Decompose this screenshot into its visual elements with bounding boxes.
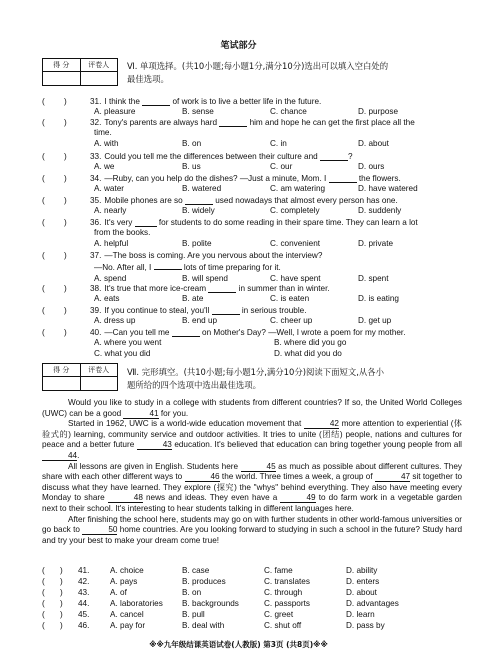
blank-44: 44	[42, 451, 77, 461]
option-a: A. helpful	[94, 238, 129, 248]
option-b: B. watered	[182, 184, 222, 194]
option-c: C. translates	[264, 577, 310, 586]
option-d: D. purpose	[358, 107, 399, 117]
stem-text: Could you tell me the differences between their culture and	[104, 152, 318, 161]
option-d: D. suddenly	[358, 206, 402, 216]
stem-text: It's very	[104, 218, 133, 227]
answer-blank	[320, 152, 348, 161]
question-number: 36.	[90, 218, 102, 227]
section-6-heading-line1: Ⅵ. 单项选择。(共10小题;每小题1分,满分10分)选出可以填入空白处的	[127, 61, 389, 71]
option-d: D. is eating	[358, 294, 399, 304]
option-c: C. am watering	[270, 184, 326, 194]
option-b: B. us	[182, 162, 201, 172]
stem-text: —Can you tell me	[104, 328, 170, 337]
question-number: 32.	[90, 118, 102, 127]
stem-text: the flowers.	[358, 174, 401, 183]
option-a: A. spend	[94, 273, 127, 283]
option-b: B. will spend	[182, 273, 228, 283]
score-label: 得 分	[43, 59, 80, 72]
option-b: B. produces	[182, 577, 226, 586]
question-number: 33.	[90, 152, 102, 161]
option-a: A. laboratories	[110, 599, 163, 608]
question-number: 34.	[90, 174, 102, 183]
option-c: C. our	[270, 162, 293, 172]
option-c: C. through	[264, 588, 303, 597]
stem-text: him and hope he can get the first place all the	[249, 118, 415, 127]
option-d: D. about	[346, 588, 377, 597]
option-d: D. advantages	[346, 599, 399, 608]
question-35: ( ) 35. Mobile phones are so used nowadays that almost every person has one. A. nearly B. widely C. completely D. suddenly	[42, 196, 462, 217]
question-number: 38.	[90, 284, 102, 293]
stem-text: for students to do some reading in their spare time. They can learn a lot	[158, 218, 418, 227]
question-31: ( ) 31. I think the of work is to live a better life in the future. A. pleasure B. sense C. chance D. purpose	[42, 97, 462, 118]
page-footer: ※※九年级结课英语试卷(人教版) 第3页 (共8页)※※	[149, 640, 328, 649]
option-c: C. fame	[264, 566, 293, 575]
answer-row-46: ( ) 46. A. pay for B. deal with C. shut off D. pass by	[42, 621, 462, 631]
grader-label: 评卷人	[81, 59, 118, 72]
answer-row-44: ( ) 44. A. laboratories B. backgrounds C. passports D. advantages	[42, 599, 462, 609]
section-7-heading	[127, 366, 447, 392]
question-number: 31.	[90, 97, 102, 106]
stem-text: Tony's parents are always hard	[104, 118, 217, 127]
option-a: A. eats	[94, 294, 120, 304]
section-7-heading-line1: Ⅶ. 完形填空。(共10小题;每小题1分,满分10分)阅读下面短文,从各小	[127, 367, 385, 377]
option-b: B. backgrounds	[182, 599, 239, 608]
option-a: A. nearly	[94, 206, 127, 216]
option-a: A. cancel	[110, 610, 144, 619]
question-39: ( ) 39. If you continue to steal, you'll in serious trouble. A. dress up B. end up C. cheer up D. get up	[42, 306, 462, 327]
option-d: D. what did you do	[274, 348, 342, 358]
blank-41: 41	[123, 409, 158, 419]
stem-text: of work is to live a better life in the future.	[172, 97, 322, 106]
stem-continuation	[42, 261, 462, 273]
stem-text: If you continue to steal, you'll	[104, 306, 210, 315]
section-7-heading-line2: 题所给的四个选项中选出最佳选项。	[127, 380, 261, 390]
stem-text: —The boss is coming. Are you nervous about the interview?	[104, 251, 323, 260]
question-36: ( ) 36. It's very for students to do some reading in their spare time. They can learn a lot from the books. A. helpful B. polite C. convenient D. private	[42, 218, 462, 249]
option-a: A. dress up	[94, 316, 136, 326]
question-number: 46.	[78, 621, 90, 630]
blank-48: 48	[108, 493, 143, 503]
option-c: C. shut off	[264, 621, 302, 630]
question-number: 42.	[78, 577, 90, 586]
option-d: D. enters	[346, 577, 380, 586]
blank-45: 45	[241, 462, 276, 472]
score-box	[42, 58, 118, 86]
stem-continuation: from the books.	[94, 228, 151, 238]
blank-42: 42	[304, 419, 339, 429]
option-c: C. in	[270, 138, 287, 148]
answer-blank	[329, 174, 357, 183]
passage-paragraph-3: All lessons are given in English. Students here 45 as much as possible about different cultures. They share with each other different ways to 46 the world. Three times a week, a group of 47 sit together to discuss what they have learned. They explore (探究) the "whys" behind everything. They also have meeting every Monday to share 48 news and ideas. They even have a 49 to do farm work in a vegetable garden next to their school. It's interesting to hear students talking in different languages here.	[42, 461, 463, 513]
score-label: 得 分	[43, 364, 80, 377]
grader-label: 评卷人	[81, 364, 118, 377]
option-a: A. of	[110, 588, 127, 597]
option-d: D. get up	[358, 316, 392, 326]
passage-paragraph-4: After finishing the school here, students may go on with further students in other world-famous universities or go back to 50 home countries. Are you looking forward to studying in such a school in the future? Study hard and try your best to make your dream come true!	[42, 514, 462, 545]
passage-paragraph-1: Would you like to study in a college with students from different countries? If so, the United World Colleges (UWC) can be a good 41 for you.	[42, 398, 462, 418]
blank-50: 50	[82, 525, 117, 535]
question-number: 35.	[90, 196, 102, 205]
section-6-heading-line2: 最佳选项。	[127, 74, 169, 84]
answer-row-42: ( ) 42. A. pays B. produces C. translates D. enters	[42, 577, 462, 587]
question-number: 45.	[78, 610, 90, 619]
answer-blank	[185, 196, 213, 205]
stem-text: It's true that more ice-cream	[104, 284, 207, 293]
stem-text: lots of time preparing for it.	[183, 263, 281, 273]
answer-blank	[208, 284, 236, 293]
blank-49: 49	[280, 493, 315, 503]
answer-blank	[135, 218, 157, 227]
stem-text: on Mother's Day? —Well, I wrote a poem for my mother.	[202, 328, 406, 337]
option-d: D. private	[358, 238, 394, 248]
option-d: D. have watered	[358, 184, 418, 194]
option-c: C. passports	[264, 599, 310, 608]
option-b: B. polite	[182, 238, 212, 248]
question-number: 43.	[78, 588, 90, 597]
option-c: C. completely	[270, 206, 320, 216]
question-33: ( ) 33. Could you tell me the differences between their culture and ? A. we B. us C. our D. ours	[42, 152, 462, 173]
option-d: D. ours	[358, 162, 385, 172]
stem-text: in summer than in winter.	[238, 284, 330, 293]
option-d: D. learn	[346, 610, 375, 619]
blank-47: 47	[375, 472, 410, 482]
option-a: A. where you went	[94, 338, 162, 348]
question-32: ( ) 32. Tony's parents are always hard him and hope he can get the first place all the time. A. with B. on C. in D. about	[42, 118, 462, 149]
option-b: B. ate	[182, 294, 204, 304]
option-c: C. convenient	[270, 238, 321, 248]
option-a: A. pleasure	[94, 107, 136, 117]
question-number: 41.	[78, 566, 90, 575]
option-d: D. pass by	[346, 621, 385, 630]
question-number: 40.	[90, 328, 102, 337]
page-title: 笔试部分	[220, 41, 257, 51]
option-d: D. spent	[358, 273, 389, 283]
option-c: C. cheer up	[270, 316, 313, 326]
option-d: D. ability	[346, 566, 378, 575]
option-b: B. end up	[182, 316, 218, 326]
answer-row-45: ( ) 45. A. cancel B. pull C. greet D. learn	[42, 610, 462, 620]
option-a: A. water	[94, 184, 125, 194]
question-number: 37.	[90, 251, 102, 260]
question-38: ( ) 38. It's true that more ice-cream in summer than in winter. A. eats B. ate C. is eaten D. is eating	[42, 284, 462, 305]
answer-blank	[212, 306, 240, 315]
option-a: A. we	[94, 162, 115, 172]
question-37: ( ) 37. —The boss is coming. Are you nervous about the interview? —No. After all, I lots of time preparing for it. A. spend B. will spend C. have spent D. spent	[42, 251, 462, 284]
option-a: A. pay for	[110, 621, 146, 630]
option-c: C. have spent	[270, 273, 321, 283]
question-40: ( ) 40. —Can you tell me on Mother's Day? —Well, I wrote a poem for my mother. A. where you went B. where did you go C. what you did D. what did you do	[42, 328, 462, 359]
option-b: B. case	[182, 566, 210, 575]
stem-text: —Ruby, can you help do the dishes? —Just a minute, Mom. I	[104, 174, 327, 183]
option-c: C. what you did	[94, 348, 151, 358]
question-34: ( ) 34. —Ruby, can you help do the dishes? —Just a minute, Mom. I the flowers. A. water B. watered C. am watering D. have watered	[42, 174, 462, 195]
stem-text: I think the	[104, 97, 140, 106]
answer-blank	[154, 261, 182, 270]
answer-blank	[172, 328, 200, 337]
answer-blank	[142, 97, 170, 106]
answer-blank	[219, 118, 247, 127]
option-d: D. about	[358, 138, 389, 148]
option-b: B. sense	[182, 107, 214, 117]
answer-row-43: ( ) 43. A. of B. on C. through D. about	[42, 588, 462, 598]
stem-text: Mobile phones are so	[104, 196, 183, 205]
section-6-heading	[127, 60, 447, 86]
option-a: A. choice	[110, 566, 144, 575]
stem-text: used nowadays that almost every person has one.	[215, 196, 398, 205]
option-b: B. pull	[182, 610, 205, 619]
option-c: C. chance	[270, 107, 307, 117]
stem-text: ?	[347, 152, 353, 161]
option-c: C. is eaten	[270, 294, 310, 304]
blank-43: 43	[137, 440, 172, 450]
cloze-passage	[42, 398, 462, 546]
passage-paragraph-2: Started in 1962, UWC is a world-wide education movement that 42 more attention to experiential (体验式的) learning, community service and outdoor activities. It tries to unite (团结) people, nations and cultures for peace and a better future 43 education. It's believed that education can bring together young people from all 44.	[42, 419, 462, 460]
stem-text: in serious trouble.	[241, 306, 307, 315]
option-b: B. on	[182, 588, 202, 597]
option-a: A. pays	[110, 577, 138, 586]
score-box	[42, 363, 118, 391]
option-b: B. deal with	[182, 621, 225, 630]
option-a: A. with	[94, 138, 119, 148]
blank-46: 46	[185, 472, 220, 482]
question-number: 39.	[90, 306, 102, 315]
option-c: C. greet	[264, 610, 294, 619]
option-b: B. on	[182, 138, 202, 148]
stem-continuation: time.	[94, 128, 112, 138]
stem-text: —No. After all, I	[94, 263, 152, 273]
answer-row-41: ( ) 41. A. choice B. case C. fame D. ability	[42, 566, 462, 576]
option-b: B. where did you go	[274, 338, 347, 348]
option-b: B. widely	[182, 206, 215, 216]
question-number: 44.	[78, 599, 90, 608]
